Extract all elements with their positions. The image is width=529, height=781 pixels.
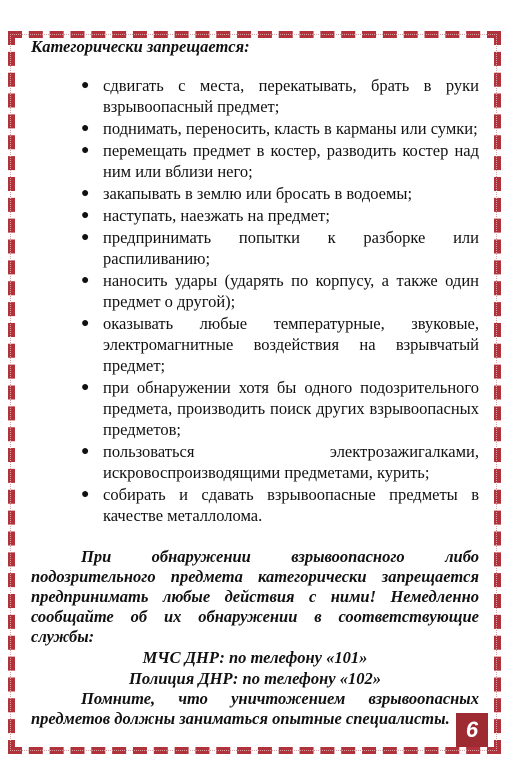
list-item-text: перемещать предмет в костер, разводить костер над ним или вблизи него; (103, 141, 479, 181)
list-item-text: собирать и сдавать взрывоопасные предметы в качестве металлолома. (103, 485, 479, 525)
bullet-icon: ● (81, 208, 90, 223)
list-item-text: закапывать в землю или бросать в водоемы; (103, 184, 413, 203)
list-item-text: наступать, наезжать на предмет; (103, 206, 330, 225)
bullet-icon: ● (81, 444, 90, 459)
list-item-text: пользоваться электрозажигалками, искровоспроизводящими предметами, курить; (103, 442, 479, 482)
bullet-icon: ● (81, 230, 90, 245)
list-item-text: предпринимать попытки к разборке или распиливанию; (103, 228, 479, 268)
page-content (31, 36, 479, 729)
list-item-text: поднимать, переносить, класть в карманы или сумки; (103, 119, 478, 138)
list-item (31, 441, 479, 483)
section-heading: Категорически запрещается: (31, 37, 250, 56)
bullet-icon: ● (81, 380, 90, 395)
list-item (31, 377, 479, 440)
prohibited-actions-list (31, 75, 479, 526)
warning-paragraph: При обнаружении взрывоопасного либо подозрительного предмета категорически запрещается предпринимать любые действия с ними! Немедленно сообщайте об их обнаружении в соответствующие службы: (31, 547, 479, 646)
reminder-paragraph: Помните, что уничтожением взрывоопасных предметов должны заниматься опытные специалисты. (31, 689, 479, 728)
list-item-text: наносить удары (ударять по корпусу, а также один предмет о другой); (103, 271, 479, 311)
list-item (31, 205, 479, 226)
phone-emergency-service: МЧС ДНР: по телефону «101» (142, 648, 368, 667)
bullet-icon: ● (81, 143, 90, 158)
list-item-text: при обнаружении хотя бы одного подозрительного предмета, производить поиск других взрывоопасных предметов; (103, 378, 479, 439)
list-item (31, 270, 479, 312)
list-item (31, 227, 479, 269)
list-item (31, 484, 479, 526)
list-item (31, 140, 479, 182)
bullet-icon: ● (81, 316, 90, 331)
page-number-badge: 6 (456, 713, 488, 747)
list-item (31, 313, 479, 376)
list-item (31, 118, 479, 139)
phone-police: Полиция ДНР: по телефону «102» (129, 669, 381, 688)
list-item (31, 75, 479, 117)
bullet-icon: ● (81, 487, 90, 502)
bullet-icon: ● (81, 78, 90, 93)
list-item-text: сдвигать с места, перекатывать, брать в руки взрывоопасный предмет; (103, 76, 479, 116)
bullet-icon: ● (81, 186, 90, 201)
list-item-text: оказывать любые температурные, звуковые, электромагнитные воздействия на взрывчатый предмет; (103, 314, 479, 375)
bullet-icon: ● (81, 273, 90, 288)
list-item (31, 183, 479, 204)
bullet-icon: ● (81, 121, 90, 136)
